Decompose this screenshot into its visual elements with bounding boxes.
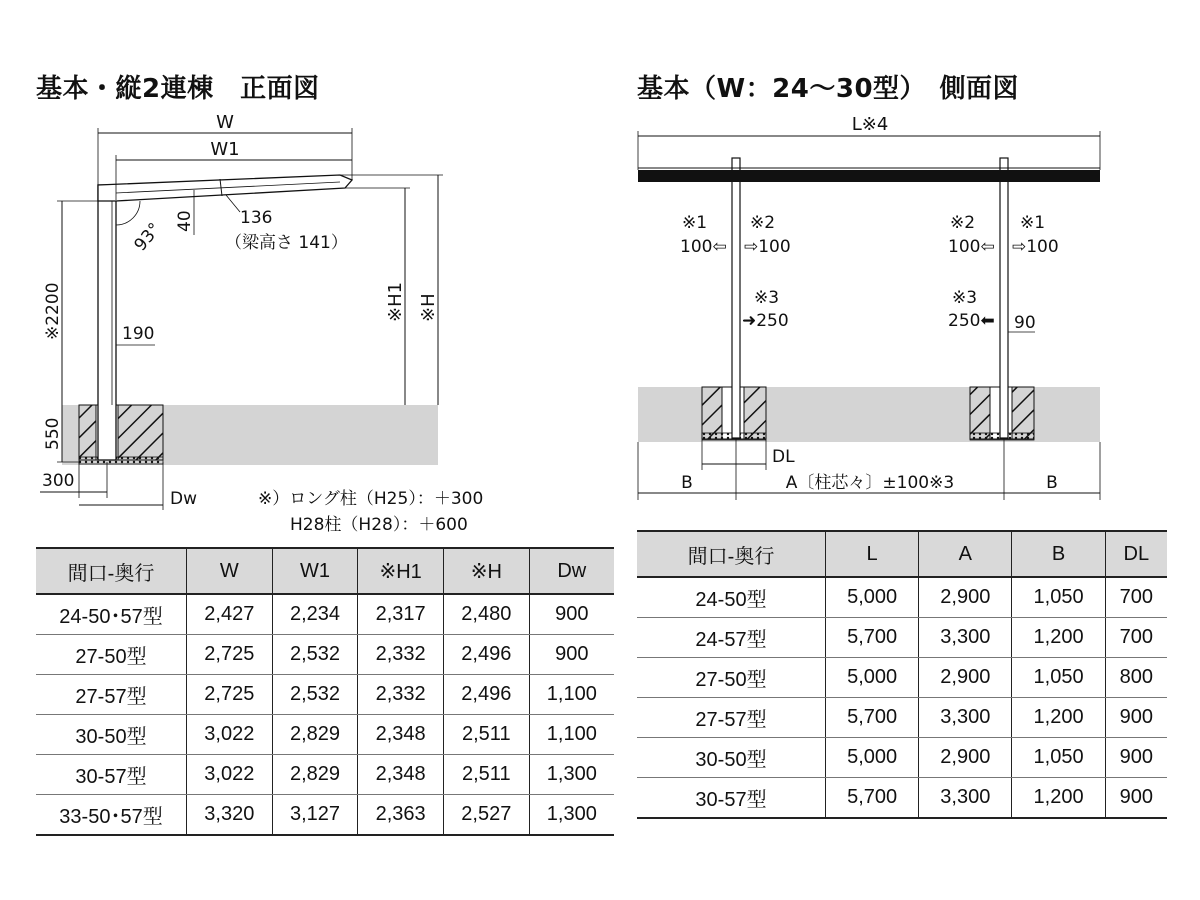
side-dim-250-left: 250⬅ xyxy=(948,311,995,331)
table-cell: 900 xyxy=(1105,698,1167,738)
table-cell: 24-50･57型 xyxy=(36,594,187,635)
front-view-diagram xyxy=(0,100,600,540)
table-cell: 3,022 xyxy=(187,715,273,755)
table-cell: 1,050 xyxy=(1012,577,1105,618)
table-cell: 900 xyxy=(529,594,614,635)
table-cell: 30-50型 xyxy=(36,715,187,755)
table-row xyxy=(637,778,1167,819)
table-header-row xyxy=(637,531,1167,577)
table-cell: 1,300 xyxy=(529,755,614,795)
table-row xyxy=(36,795,614,836)
table-cell: 900 xyxy=(529,635,614,675)
side-note-2-right: ※2 xyxy=(950,213,976,233)
table-header-cell: ※H1 xyxy=(358,548,444,594)
table-cell: 30-57型 xyxy=(637,778,826,819)
side-dim-250-right: ➜250 xyxy=(742,311,789,331)
side-note-1-right: ※1 xyxy=(1020,213,1046,233)
table-row xyxy=(637,738,1167,778)
table-cell: 2,511 xyxy=(443,715,529,755)
table-cell: 30-57型 xyxy=(36,755,187,795)
table-header-cell: DL xyxy=(1105,531,1167,577)
table-cell: 5,700 xyxy=(826,698,919,738)
table-cell: 24-50型 xyxy=(637,577,826,618)
table-cell: 1,100 xyxy=(529,715,614,755)
table-cell: 900 xyxy=(1105,738,1167,778)
side-note-1-left: ※1 xyxy=(682,213,708,233)
table-row xyxy=(637,698,1167,738)
table-cell: 2,725 xyxy=(187,675,273,715)
side-dim-dl: DL xyxy=(772,447,795,467)
table-cell: 27-50型 xyxy=(637,658,826,698)
table-header-cell: 間口-奥行 xyxy=(637,531,826,577)
table-cell: 27-57型 xyxy=(637,698,826,738)
side-note-3-right: ※3 xyxy=(952,288,978,308)
side-column-right xyxy=(1000,158,1008,438)
side-view-diagram xyxy=(630,100,1190,510)
table-cell: 2,234 xyxy=(272,594,358,635)
table-header-row xyxy=(36,548,614,594)
table-cell: 700 xyxy=(1105,577,1167,618)
side-note-3-left: ※3 xyxy=(754,288,780,308)
front-dim-190: 190 xyxy=(122,324,155,344)
table-row xyxy=(637,577,1167,618)
table-cell: 30-50型 xyxy=(637,738,826,778)
table-cell: 2,427 xyxy=(187,594,273,635)
side-dim-100-left-b: 100⇦ xyxy=(948,237,995,257)
table-cell: 5,700 xyxy=(826,618,919,658)
table-cell: 2,829 xyxy=(272,755,358,795)
front-dim-angle: 93° xyxy=(130,219,166,256)
side-dim-100-right-a: ⇨100 xyxy=(744,237,791,257)
table-cell: 27-50型 xyxy=(36,635,187,675)
table-cell: 2,496 xyxy=(443,675,529,715)
front-note-long-column: ※）ロング柱（H25）：＋300 xyxy=(258,489,484,509)
table-cell: 2,900 xyxy=(919,577,1012,618)
front-dim-w: W xyxy=(216,112,234,133)
side-column-left xyxy=(732,158,740,438)
table-cell: 2,829 xyxy=(272,715,358,755)
table-cell: 900 xyxy=(1105,778,1167,819)
table-row xyxy=(36,715,614,755)
table-cell: 3,320 xyxy=(187,795,273,836)
front-dim-w1: W1 xyxy=(210,139,240,160)
table-cell: 2,363 xyxy=(358,795,444,836)
table-cell: 1,300 xyxy=(529,795,614,836)
front-dim-40: 40 xyxy=(175,210,195,232)
table-cell: 2,527 xyxy=(443,795,529,836)
table-cell: 2,532 xyxy=(272,635,358,675)
table-cell: 2,511 xyxy=(443,755,529,795)
table-cell: 2,725 xyxy=(187,635,273,675)
side-dim-l: L※4 xyxy=(851,114,889,135)
table-cell: 5,700 xyxy=(826,778,919,819)
front-dim-h1: ※H1 xyxy=(385,281,406,322)
front-dim-300: 300 xyxy=(42,471,75,491)
table-cell: 2,332 xyxy=(358,635,444,675)
front-spec-table xyxy=(36,547,614,836)
table-cell: 1,050 xyxy=(1012,738,1105,778)
side-dim-90: 90 xyxy=(1014,313,1036,333)
table-cell: 2,348 xyxy=(358,715,444,755)
table-row xyxy=(36,755,614,795)
front-view-title: 基本・縦2連棟 正面図 xyxy=(36,74,320,104)
table-row xyxy=(36,675,614,715)
table-header-cell: A xyxy=(919,531,1012,577)
table-row xyxy=(637,618,1167,658)
side-dim-b-right: B xyxy=(1046,473,1058,493)
table-cell: 5,000 xyxy=(826,577,919,618)
table-cell: 3,022 xyxy=(187,755,273,795)
table-cell: 5,000 xyxy=(826,738,919,778)
side-dim-a: A〔柱芯々〕±100※3 xyxy=(785,473,955,493)
side-note-2-left: ※2 xyxy=(750,213,776,233)
table-cell: 1,100 xyxy=(529,675,614,715)
table-cell: 2,900 xyxy=(919,658,1012,698)
table-row xyxy=(637,658,1167,698)
table-cell: 1,200 xyxy=(1012,778,1105,819)
table-cell: 2,496 xyxy=(443,635,529,675)
table-cell: 700 xyxy=(1105,618,1167,658)
table-header-cell: W xyxy=(187,548,273,594)
side-dim-b-left: B xyxy=(681,473,693,493)
table-cell: 3,300 xyxy=(919,618,1012,658)
table-row xyxy=(36,594,614,635)
front-dim-136: 136 xyxy=(240,208,273,228)
table-cell: 2,332 xyxy=(358,675,444,715)
table-cell: 33-50･57型 xyxy=(36,795,187,836)
table-cell: 2,317 xyxy=(358,594,444,635)
table-cell: 3,127 xyxy=(272,795,358,836)
front-dim-dw: Dw xyxy=(170,489,197,509)
table-cell: 3,300 xyxy=(919,698,1012,738)
table-cell: 2,900 xyxy=(919,738,1012,778)
side-dim-100-left-a: 100⇦ xyxy=(680,237,727,257)
front-dim-beam-height: （梁高さ 141） xyxy=(225,233,348,253)
table-header-cell: 間口-奥行 xyxy=(36,548,187,594)
table-header-cell: ※H xyxy=(443,548,529,594)
front-dim-h: ※H xyxy=(418,293,439,322)
table-cell: 24-57型 xyxy=(637,618,826,658)
table-cell: 1,200 xyxy=(1012,698,1105,738)
front-column xyxy=(98,185,116,460)
side-view-title: 基本（W：24～30型） 側面図 xyxy=(637,74,1020,104)
table-header-cell: B xyxy=(1012,531,1105,577)
table-cell: 5,000 xyxy=(826,658,919,698)
table-row xyxy=(36,635,614,675)
front-dim-2200: ※2200 xyxy=(43,282,63,340)
table-header-cell: W1 xyxy=(272,548,358,594)
front-gravel xyxy=(79,457,163,464)
table-cell: 1,050 xyxy=(1012,658,1105,698)
front-foundation xyxy=(79,405,163,460)
table-cell: 2,532 xyxy=(272,675,358,715)
side-spec-table xyxy=(637,530,1167,819)
table-cell: 3,300 xyxy=(919,778,1012,819)
side-roof-beam xyxy=(638,170,1100,182)
table-cell: 27-57型 xyxy=(36,675,187,715)
table-cell: 2,348 xyxy=(358,755,444,795)
table-header-cell: Dw xyxy=(529,548,614,594)
table-header-cell: L xyxy=(826,531,919,577)
table-cell: 800 xyxy=(1105,658,1167,698)
table-cell: 1,200 xyxy=(1012,618,1105,658)
table-cell: 2,480 xyxy=(443,594,529,635)
front-dim-550: 550 xyxy=(43,417,63,450)
front-note-h28-column: H28柱（H28）：＋600 xyxy=(290,515,468,535)
side-dim-100-right-b: ⇨100 xyxy=(1012,237,1059,257)
